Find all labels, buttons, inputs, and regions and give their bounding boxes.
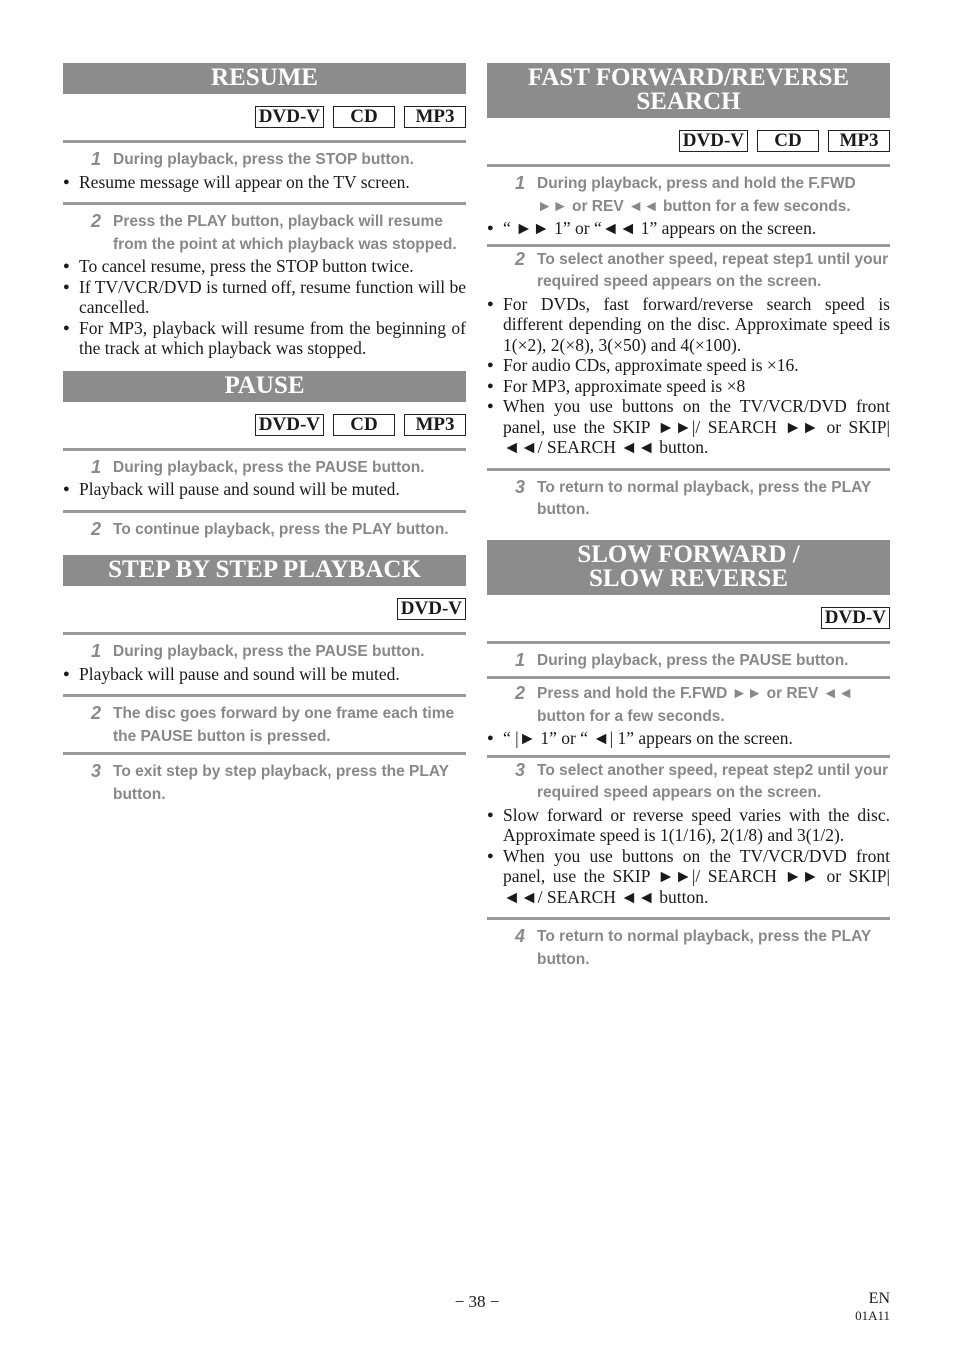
pause-step-1 — [63, 457, 466, 480]
step-by-step-disc-badges — [63, 598, 466, 620]
resume-disc-badges — [63, 106, 466, 128]
fast-forward-step-3 — [487, 477, 890, 522]
slow-step-1 — [487, 650, 890, 673]
bullet-icon: ● — [487, 400, 494, 412]
step-instruction: Press and hold the F.FWD ►► or REV ◄◄ button for a few seconds. — [537, 685, 854, 725]
note-text: Playback will pause and sound will be muted. — [79, 479, 400, 499]
note-text: For MP3, approximate speed is ×8 — [503, 375, 746, 396]
bullet-icon: ● — [63, 483, 70, 495]
note-item — [63, 479, 466, 500]
note-item — [63, 318, 466, 359]
step-number: 2 — [514, 248, 525, 269]
divider — [63, 448, 466, 451]
step-number: 2 — [90, 518, 101, 539]
pause-heading: PAUSE — [63, 371, 466, 402]
step-instruction: During playback, press and hold the F.FWD ►► or REV ◄◄ button for a few seconds. — [537, 175, 856, 215]
step-number: 3 — [90, 761, 101, 781]
step-number: 1 — [90, 149, 101, 169]
note-text: Playback will pause and sound will be muted. — [79, 663, 400, 684]
badge-cd: CD — [333, 106, 395, 128]
heading-line: SLOW REVERSE — [589, 564, 788, 592]
heading-line: SEARCH — [636, 88, 741, 115]
heading-line: SLOW FORWARD / — [577, 540, 800, 568]
divider — [63, 202, 466, 205]
slow-disc-badges — [487, 607, 890, 629]
divider — [487, 755, 890, 758]
step-instruction: The disc goes forward by one frame each time the PAUSE button is pressed. — [113, 705, 455, 745]
note-text: If TV/VCR/DVD is turned off, resume function will be cancelled. — [79, 276, 466, 317]
badge-mp3: MP3 — [404, 414, 466, 436]
step-instruction: During playback, press the STOP button. — [113, 151, 414, 168]
slow-step-4 — [487, 926, 890, 971]
note-item — [487, 355, 890, 376]
step-number: 2 — [514, 683, 525, 703]
left-column — [63, 63, 466, 806]
language-label: EN — [868, 1290, 890, 1307]
slow-step-2 — [487, 683, 890, 728]
right-column — [487, 63, 890, 971]
fast-forward-disc-badges — [487, 130, 890, 152]
step-by-step-step-3 — [63, 761, 466, 806]
bullet-icon: ● — [487, 222, 494, 234]
page-number: − 38 − — [454, 1292, 500, 1311]
note-item — [487, 846, 890, 908]
bullet-icon: ● — [63, 280, 70, 293]
step-number: 1 — [514, 649, 525, 670]
note-text: When you use buttons on the TV/VCR/DVD front panel, use the SKIP ►►|/ SEARCH ►► or SKIP|◄◄/ SEARCH ◄◄ button. — [503, 396, 890, 457]
note-item — [63, 256, 466, 277]
badge-cd: CD — [333, 414, 395, 436]
note-item — [487, 805, 890, 846]
step-number: 1 — [90, 456, 101, 477]
note-text: For MP3, playback will resume from the beginning of the track at which playback was stopped. — [79, 317, 466, 358]
note-text: “ |► 1” or “ ◄| 1” appears on the screen. — [503, 728, 793, 748]
step-instruction: To continue playback, press the PLAY button. — [113, 520, 449, 538]
note-item — [487, 218, 890, 239]
divider — [63, 694, 466, 697]
note-text: To cancel resume, press the STOP button twice. — [79, 256, 414, 276]
note-item — [487, 728, 890, 749]
step-instruction: During playback, press the PAUSE button. — [113, 643, 425, 660]
step-number: 2 — [90, 703, 101, 723]
note-item — [63, 664, 466, 685]
bullet-icon: ● — [63, 667, 70, 680]
bullet-icon: ● — [487, 379, 494, 392]
note-text: When you use buttons on the TV/VCR/DVD front panel, use the SKIP ►►|/ SEARCH ►► or SKIP|◄◄/ SEARCH ◄◄ button. — [503, 845, 890, 907]
divider — [63, 140, 466, 143]
step-instruction: To select another speed, repeat step2 until your required speed appears on the screen. — [537, 761, 889, 801]
slow-step-3 — [487, 760, 890, 805]
badge-mp3: MP3 — [828, 130, 890, 152]
note-text: For DVDs, fast forward/reverse search speed is different depending on the disc. Approximate speed is 1(×2), 2(×8), 3(×50) and 4(×100). — [503, 293, 890, 355]
note-item — [487, 396, 890, 458]
bullet-icon: ● — [487, 359, 494, 371]
bullet-icon: ● — [487, 732, 494, 744]
note-item — [63, 172, 466, 193]
step-instruction: During playback, press the PAUSE button. — [537, 651, 849, 669]
divider — [487, 641, 890, 644]
divider — [487, 676, 890, 679]
badge-dvd-v: DVD-V — [397, 598, 466, 620]
step-by-step-heading: STEP BY STEP PLAYBACK — [63, 555, 466, 586]
bullet-icon: ● — [487, 297, 494, 310]
divider — [487, 917, 890, 920]
fast-forward-heading — [487, 63, 890, 118]
bullet-icon: ● — [63, 175, 70, 188]
resume-step-1 — [63, 149, 466, 172]
note-text: Slow forward or reverse speed varies with the disc. Approximate speed is 1(1/16), 2(1/8) and 3(1/2). — [503, 804, 890, 845]
step-number: 1 — [90, 641, 101, 661]
note-item — [487, 294, 890, 356]
document-code: 01A11 — [855, 1308, 890, 1323]
badge-dvd-v: DVD-V — [821, 607, 890, 629]
step-instruction: To select another speed, repeat step1 until your required speed appears on the screen. — [537, 250, 889, 290]
divider — [63, 510, 466, 513]
bullet-icon: ● — [487, 808, 494, 821]
note-text: “ ►► 1” or “◄◄ 1” appears on the screen. — [503, 218, 817, 238]
step-by-step-step-1 — [63, 641, 466, 664]
step-number: 2 — [90, 211, 101, 231]
note-item — [487, 376, 890, 397]
bullet-icon: ● — [63, 321, 70, 334]
badge-dvd-v: DVD-V — [255, 106, 324, 128]
resume-heading: RESUME — [63, 63, 466, 94]
pause-disc-badges — [63, 414, 466, 436]
divider — [487, 468, 890, 471]
step-instruction: Press the PLAY button, playback will resume from the point at which playback was stopped. — [113, 213, 457, 253]
bullet-icon: ● — [487, 849, 494, 862]
note-text: For audio CDs, approximate speed is ×16. — [503, 355, 799, 375]
step-instruction: During playback, press the PAUSE button. — [113, 458, 425, 476]
badge-dvd-v: DVD-V — [679, 130, 748, 152]
divider — [63, 752, 466, 755]
badge-cd: CD — [757, 130, 819, 152]
pause-step-2 — [63, 519, 466, 542]
resume-step-2 — [63, 211, 466, 256]
divider — [63, 632, 466, 635]
note-text: Resume message will appear on the TV screen. — [79, 171, 410, 192]
badge-mp3: MP3 — [404, 106, 466, 128]
heading-line: FAST FORWARD/REVERSE — [527, 64, 850, 91]
fast-forward-step-2 — [487, 249, 890, 294]
note-item — [63, 277, 466, 318]
divider — [487, 164, 890, 167]
slow-heading — [487, 540, 890, 595]
step-instruction: To exit step by step playback, press the PLAY button. — [113, 763, 449, 803]
step-by-step-step-2 — [63, 703, 466, 748]
divider — [487, 244, 890, 247]
step-number: 1 — [514, 173, 525, 193]
step-instruction: To return to normal playback, press the PLAY button. — [537, 928, 871, 968]
bullet-icon: ● — [63, 260, 70, 272]
step-number: 3 — [514, 476, 525, 497]
step-instruction: To return to normal playback, press the PLAY button. — [537, 478, 871, 518]
step-number: 3 — [514, 759, 525, 780]
badge-dvd-v: DVD-V — [255, 414, 324, 436]
fast-forward-step-1 — [487, 173, 890, 218]
step-number: 4 — [514, 926, 525, 946]
